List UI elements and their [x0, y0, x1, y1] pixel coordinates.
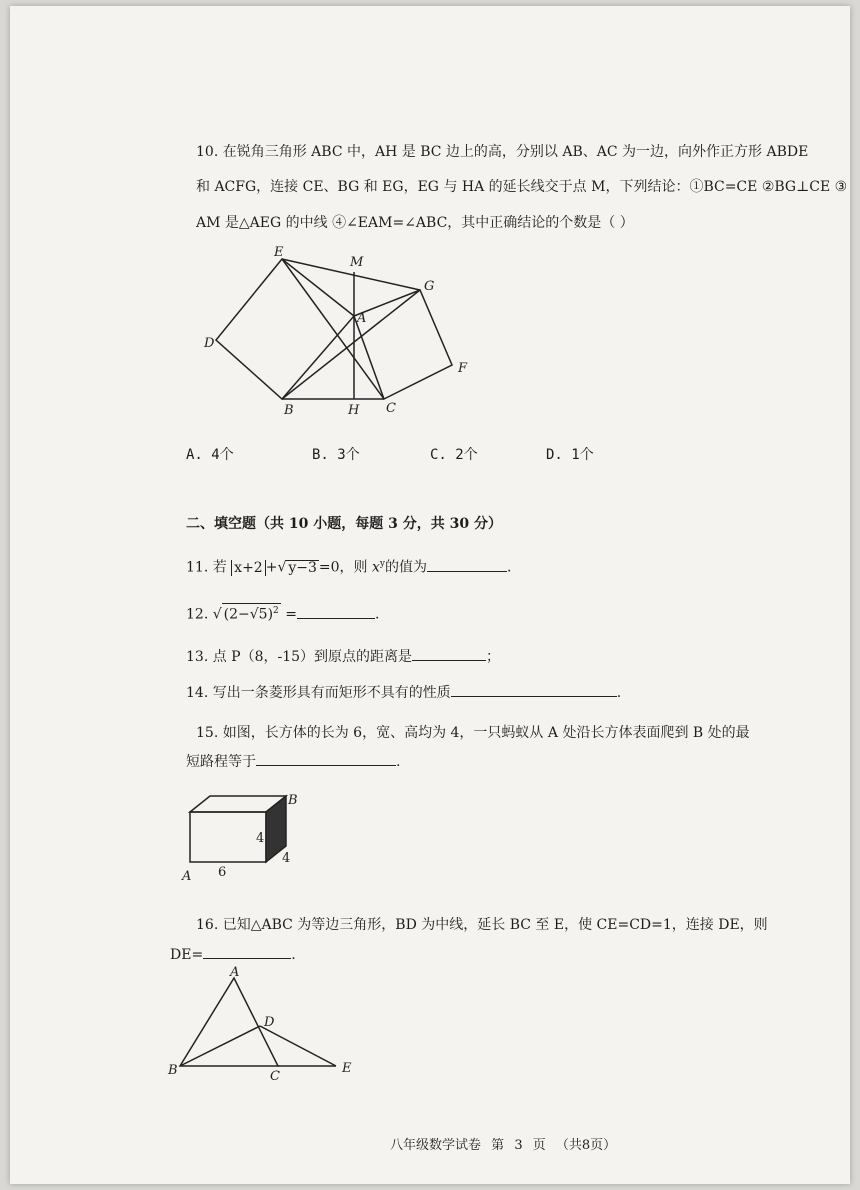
q11-abs: x+2 [231, 560, 266, 576]
q11-answer-blank[interactable] [427, 557, 507, 572]
q13-end: ； [486, 649, 501, 665]
q13 [186, 646, 500, 666]
q15-line1: 15. 如图，长方体的长为 6，宽、高均为 4，一只蚂蚁从 A 处沿长方体表面爬到 B 处的最 [196, 725, 750, 741]
label-d: D [204, 336, 215, 351]
q11: 11. 若 x+2 +√ y−3 =0，则 $x^y$的值为 . [186, 555, 511, 577]
label-a-cuboid: A [182, 869, 192, 884]
label-h: H [348, 403, 360, 418]
q15-line2-text: 短路程等于 [186, 754, 256, 770]
label-e: E [274, 245, 284, 260]
q11-num: 11. [186, 559, 209, 576]
q11-pre: 若 [212, 559, 227, 576]
q12-sup: 2 [273, 606, 279, 616]
q16-line1: 16. 已知△ABC 为等边三角形，BD 为中线，延长 BC 至 E，使 CE=CD=1，连接 DE，则 [196, 917, 768, 933]
q16-figure [166, 965, 366, 1084]
q10-line3: AM 是△AEG 的中线 ④∠EAM=∠ABC，其中正确结论的个数是（ ） [196, 215, 634, 231]
q12-radicand [222, 603, 281, 622]
q14: 14. 写出一条菱形具有而矩形不具有的性质 . [186, 682, 621, 702]
footer-total: （共8页） [555, 1138, 617, 1153]
q15-line2: 短路程等于 . [186, 751, 400, 771]
label-a: A [357, 311, 367, 326]
q16-line2: DE= . [170, 944, 296, 964]
label-c: C [270, 1069, 280, 1084]
q10-line2: 和 ACFG，连接 CE、BG 和 EG，EG 与 HA 的延长线交于点 M，下列结论：①BC=CE ②BG⊥CE ③ [196, 179, 848, 195]
q10-line1: 10. 在锐角三角形 ABC 中，AH 是 BC 边上的高，分别以 AB、AC 为一边，向外作正方形 ABDE [196, 144, 809, 160]
q12-eq: = [285, 606, 297, 623]
q11-sqrt: y−3 [288, 559, 317, 576]
q14-text: 14. 写出一条菱形具有而矩形不具有的性质 [186, 685, 451, 701]
q13-text: 13. 点 P（8，-15）到原点的距离是 [186, 649, 413, 665]
label-d: D [264, 1015, 275, 1030]
label-f: F [458, 361, 468, 376]
q11-x: x [372, 559, 380, 576]
cuboid-front [190, 812, 266, 862]
label-g: G [424, 279, 435, 294]
q11-sup: y [379, 559, 386, 569]
q10-figure [190, 244, 490, 424]
q15-answer-blank[interactable] [256, 751, 396, 766]
q10-option-c: C. 2个 [430, 447, 478, 463]
label-b: B [284, 403, 294, 418]
label-m: M [350, 255, 364, 270]
q11-plus: + [265, 559, 278, 576]
q11-post: 的值为 [385, 559, 428, 576]
page-footer [390, 1134, 622, 1153]
footer-page-unit: 页 [532, 1138, 546, 1153]
q11-eq: =0，则 [318, 559, 368, 576]
q12-inner: (2−√5) [223, 606, 274, 623]
q16-line2-text: DE= [170, 947, 204, 963]
q10-option-d: D. 1个 [546, 447, 594, 463]
label-c: C [386, 401, 396, 416]
label-b: B [168, 1063, 178, 1078]
label-b-cuboid: B [288, 793, 298, 808]
exam-page [10, 6, 850, 1184]
section-title: 二、填空题（共 10 小题，每题 3 分，共 30 分） [186, 516, 502, 532]
segment-ce [282, 259, 384, 399]
segment-bg [282, 290, 420, 399]
label-h-4: 4 [256, 831, 265, 846]
q12-num: 12. [186, 606, 209, 623]
q13-answer-blank[interactable] [412, 646, 486, 661]
q16-answer-blank[interactable] [203, 944, 291, 959]
label-l-6: 6 [218, 865, 227, 880]
q10-option-b: B. 3个 [312, 447, 360, 463]
q10-option-a: A. 4个 [186, 447, 234, 463]
square-acfg [354, 290, 452, 399]
q15-cuboid-figure [176, 784, 316, 884]
q12-answer-blank[interactable] [297, 604, 375, 619]
footer-page-number: 3 [514, 1138, 523, 1153]
q12: 12. √ $(2-√5)^2$ = . [186, 603, 379, 624]
footer-page-word: 第 [491, 1138, 505, 1153]
label-a: A [230, 965, 240, 980]
label-e: E [342, 1061, 352, 1076]
label-w-4: 4 [282, 851, 291, 866]
q14-answer-blank[interactable] [451, 682, 617, 697]
footer-title: 八年级数学试卷 [390, 1138, 482, 1153]
segment-de [260, 1026, 336, 1066]
